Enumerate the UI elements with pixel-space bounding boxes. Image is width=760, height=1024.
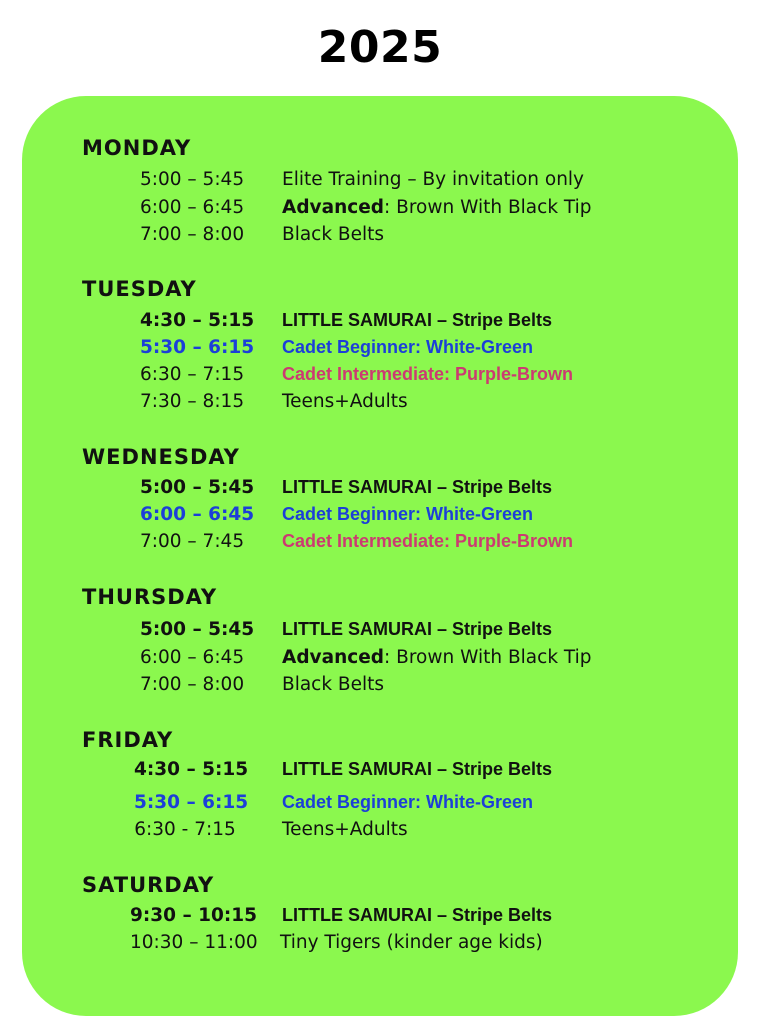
class-name: Cadet Beginner: White-Green [282, 337, 534, 357]
schedule-row [22, 224, 738, 250]
class-level: Advanced [282, 197, 385, 218]
schedule-row [22, 504, 738, 530]
schedule-row [22, 531, 738, 557]
class-time: 4:30 – 5:15 [140, 310, 255, 331]
class-time: 5:00 – 5:45 [140, 169, 245, 190]
schedule-row [22, 364, 738, 390]
class-time: 6:00 – 6:45 [140, 647, 245, 668]
class-time: 6:30 - 7:15 [134, 819, 236, 840]
class-name: Teens+Adults [282, 391, 408, 412]
schedule-row [22, 197, 738, 223]
schedule-row [22, 674, 738, 700]
class-time: 5:30 – 6:15 [140, 337, 255, 358]
schedule-row [22, 337, 738, 363]
class-name: Teens+Adults [282, 819, 408, 840]
class-time: 10:30 – 11:00 [130, 932, 258, 953]
class-name: Cadet Beginner: White-Green [282, 792, 534, 812]
class-time: 7:30 – 8:15 [140, 391, 245, 412]
class-name: LITTLE SAMURAI – Stripe Belts [282, 619, 553, 639]
class-time: 6:30 – 7:15 [140, 364, 245, 385]
class-time: 6:00 – 6:45 [140, 197, 245, 218]
class-time: 9:30 – 10:15 [130, 905, 258, 926]
schedule-row [22, 905, 738, 931]
class-name: LITTLE SAMURAI – Stripe Belts [282, 310, 553, 330]
class-time: 5:30 – 6:15 [134, 792, 249, 813]
class-time: 5:00 – 5:45 [140, 477, 255, 498]
class-name: Cadet Beginner: White-Green [282, 504, 534, 524]
schedule-card [22, 96, 738, 1016]
schedule-row [22, 759, 738, 785]
class-detail: : Brown With Black Tip [384, 647, 592, 668]
day-heading-monday: MONDAY [82, 136, 192, 160]
class-time: 5:00 – 5:45 [140, 619, 255, 640]
day-heading-wednesday: WEDNESDAY [82, 445, 240, 469]
class-name: Black Belts [282, 674, 385, 695]
class-time: 6:00 – 6:45 [140, 504, 255, 525]
day-heading-friday: FRIDAY [82, 728, 174, 752]
schedule-row [22, 619, 738, 645]
class-name: LITTLE SAMURAI – Stripe Belts [282, 905, 553, 925]
schedule-row [22, 932, 738, 958]
schedule-row [22, 819, 738, 845]
class-time: 7:00 – 8:00 [140, 224, 245, 245]
class-detail: : Brown With Black Tip [384, 197, 592, 218]
class-name: LITTLE SAMURAI – Stripe Belts [282, 477, 553, 497]
class-name [282, 197, 592, 218]
class-name: Tiny Tigers (kinder age kids) [280, 932, 543, 953]
schedule-year-title: 2025 [317, 22, 443, 73]
class-level: Advanced [282, 647, 385, 668]
class-time: 7:00 – 8:00 [140, 674, 245, 695]
schedule-row [22, 169, 738, 195]
class-name: Black Belts [282, 224, 385, 245]
schedule-row [22, 647, 738, 673]
schedule-row [22, 310, 738, 336]
class-name: LITTLE SAMURAI – Stripe Belts [282, 759, 553, 779]
class-name: Cadet Intermediate: Purple-Brown [282, 531, 574, 551]
class-name: Elite Training – By invitation only [282, 169, 585, 190]
day-heading-saturday: SATURDAY [82, 873, 215, 897]
day-heading-tuesday: TUESDAY [82, 277, 197, 301]
class-time: 7:00 – 7:45 [140, 531, 245, 552]
class-time: 4:30 – 5:15 [134, 759, 249, 780]
schedule-row [22, 477, 738, 503]
day-heading-thursday: THURSDAY [82, 585, 218, 609]
class-name [282, 647, 592, 668]
class-name: Cadet Intermediate: Purple-Brown [282, 364, 574, 384]
schedule-row [22, 792, 738, 818]
schedule-row [22, 391, 738, 417]
